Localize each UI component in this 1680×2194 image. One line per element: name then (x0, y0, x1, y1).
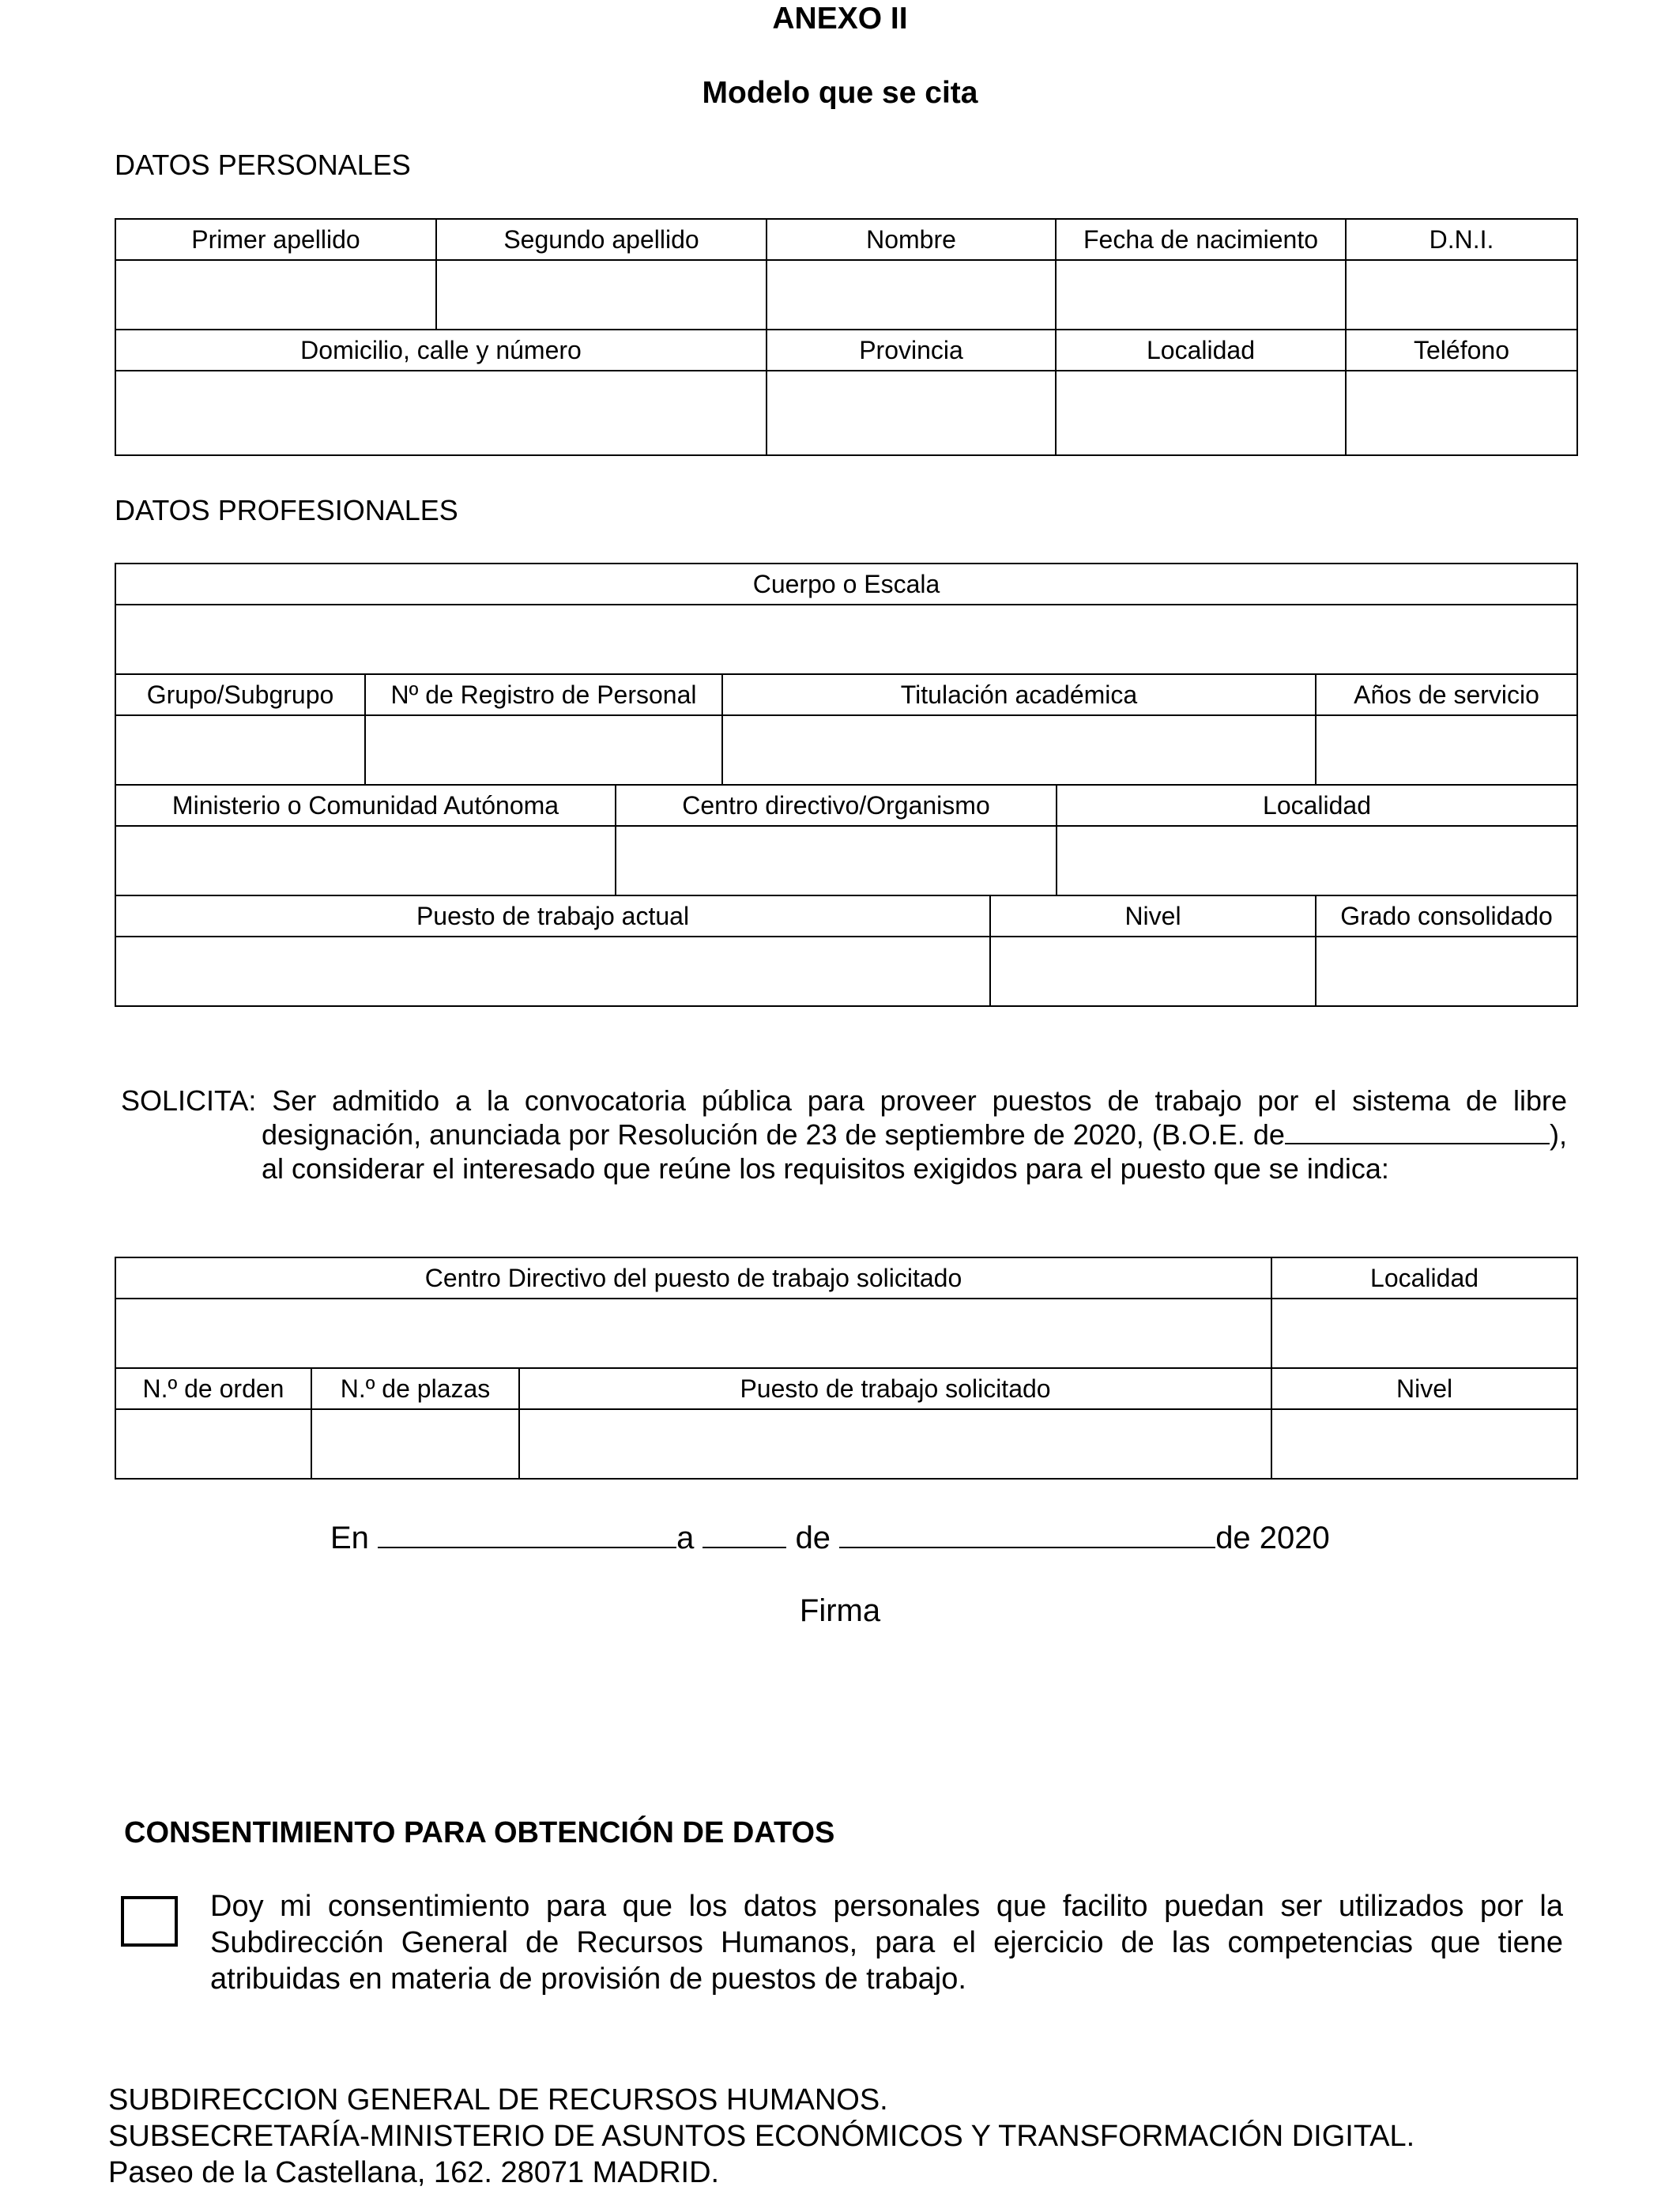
header-localidad: Localidad (1056, 330, 1346, 371)
document-subtitle: Modelo que se cita (702, 76, 978, 110)
provincia-field[interactable] (767, 371, 1056, 455)
header-nivel-solicitado: Nivel (1271, 1368, 1577, 1409)
professional-data-heading: DATOS PROFESIONALES (115, 494, 458, 526)
titulacion-field[interactable] (722, 715, 1316, 785)
grado-consolidado-field[interactable] (1316, 937, 1577, 1006)
domicilio-field[interactable] (115, 371, 767, 455)
nivel-solicitado-field[interactable] (1271, 1409, 1577, 1479)
header-fecha-nacimiento: Fecha de nacimiento (1056, 219, 1346, 260)
header-registro-personal: Nº de Registro de Personal (365, 674, 722, 715)
header-ministerio: Ministerio o Comunidad Autónoma (115, 785, 616, 826)
grupo-subgrupo-field[interactable] (115, 715, 365, 785)
nivel-field[interactable] (990, 937, 1316, 1006)
header-centro-directivo: Centro directivo/Organismo (616, 785, 1057, 826)
header-localidad-profesional: Localidad (1057, 785, 1577, 826)
fecha-nacimiento-field[interactable] (1056, 260, 1346, 330)
footer-line-3: Paseo de la Castellana, 162. 28071 MADRID. (108, 2156, 720, 2189)
anos-servicio-field[interactable] (1316, 715, 1577, 785)
boe-date-blank[interactable] (1285, 1118, 1550, 1144)
personal-data-heading: DATOS PERSONALES (115, 149, 411, 181)
header-provincia: Provincia (767, 330, 1056, 371)
header-titulacion: Titulación académica (722, 674, 1316, 715)
requested-post-table (115, 1257, 1578, 1480)
numero-orden-field[interactable] (115, 1409, 311, 1479)
header-telefono: Teléfono (1346, 330, 1577, 371)
header-dni: D.N.I. (1346, 219, 1577, 260)
consent-checkbox[interactable] (121, 1896, 178, 1947)
dni-field[interactable] (1346, 260, 1577, 330)
professional-data-table (115, 563, 1578, 1007)
registro-personal-field[interactable] (365, 715, 722, 785)
header-localidad-solicitada: Localidad (1271, 1257, 1577, 1299)
nombre-field[interactable] (767, 260, 1056, 330)
firma-label: Firma (799, 1593, 881, 1628)
header-puesto-solicitado: Puesto de trabajo solicitado (519, 1368, 1271, 1409)
footer-address (108, 2082, 1414, 2191)
primer-apellido-field[interactable] (115, 260, 436, 330)
solicita-label: SOLICITA: (121, 1084, 257, 1117)
month-blank[interactable] (839, 1547, 1215, 1548)
centro-directivo-field[interactable] (616, 826, 1057, 895)
segundo-apellido-field[interactable] (436, 260, 767, 330)
header-centro-solicitado: Centro Directivo del puesto de trabajo solicitado (115, 1257, 1271, 1299)
header-nombre: Nombre (767, 219, 1056, 260)
centro-solicitado-field[interactable] (115, 1299, 1271, 1368)
consent-title: CONSENTIMIENTO PARA OBTENCIÓN DE DATOS (124, 1816, 835, 1849)
personal-data-table (115, 218, 1578, 456)
footer-line-1: SUBDIRECCION GENERAL DE RECURSOS HUMANOS. (108, 2083, 888, 2117)
header-segundo-apellido: Segundo apellido (436, 219, 767, 260)
solicita-line-2: designación, anunciada por Resolución de 23 de septiembre de 2020, (B.O.E. de ), (262, 1118, 1567, 1151)
footer-line-2: SUBSECRETARÍA-MINISTERIO DE ASUNTOS ECONÓMICOS Y TRANSFORMACIÓN DIGITAL. (108, 2120, 1415, 2153)
header-puesto-actual: Puesto de trabajo actual (115, 895, 990, 937)
solicita-line-3: al considerar el interesado que reúne los requisitos exigidos para el puesto que se indica: (262, 1152, 1389, 1185)
header-domicilio: Domicilio, calle y número (115, 330, 767, 371)
header-cuerpo-escala: Cuerpo o Escala (115, 564, 1577, 605)
header-numero-plazas: N.º de plazas (311, 1368, 519, 1409)
date-line: En a de de 2020 (330, 1521, 1330, 1555)
numero-plazas-field[interactable] (311, 1409, 519, 1479)
header-numero-orden: N.º de orden (115, 1368, 311, 1409)
telefono-field[interactable] (1346, 371, 1577, 455)
ministerio-field[interactable] (115, 826, 616, 895)
consent-text: Doy mi consentimiento para que los datos personales que facilito puedan ser utilizados por la Subdirección General de Recursos Humanos, para el ejercicio de las competencias que tiene atribuidas en materia de provisión de puestos de trabajo. (210, 1890, 1563, 1996)
annex-title: ANEXO II (772, 2, 908, 36)
header-grado-consolidado: Grado consolidado (1316, 895, 1577, 937)
puesto-actual-field[interactable] (115, 937, 990, 1006)
header-primer-apellido: Primer apellido (115, 219, 436, 260)
place-blank[interactable] (378, 1547, 676, 1548)
header-nivel: Nivel (990, 895, 1316, 937)
header-anos-servicio: Años de servicio (1316, 674, 1577, 715)
solicita-line-1: SOLICITA: Ser admitido a la convocatoria pública para proveer puestos de trabajo por el sistema de libre (121, 1084, 1567, 1117)
cuerpo-escala-field[interactable] (115, 605, 1577, 674)
localidad-field[interactable] (1056, 371, 1346, 455)
day-blank[interactable] (703, 1547, 786, 1548)
header-grupo-subgrupo: Grupo/Subgrupo (115, 674, 365, 715)
puesto-solicitado-field[interactable] (519, 1409, 1271, 1479)
localidad-solicitada-field[interactable] (1271, 1299, 1577, 1368)
solicita-paragraph (121, 1084, 1567, 1186)
localidad-profesional-field[interactable] (1057, 826, 1577, 895)
